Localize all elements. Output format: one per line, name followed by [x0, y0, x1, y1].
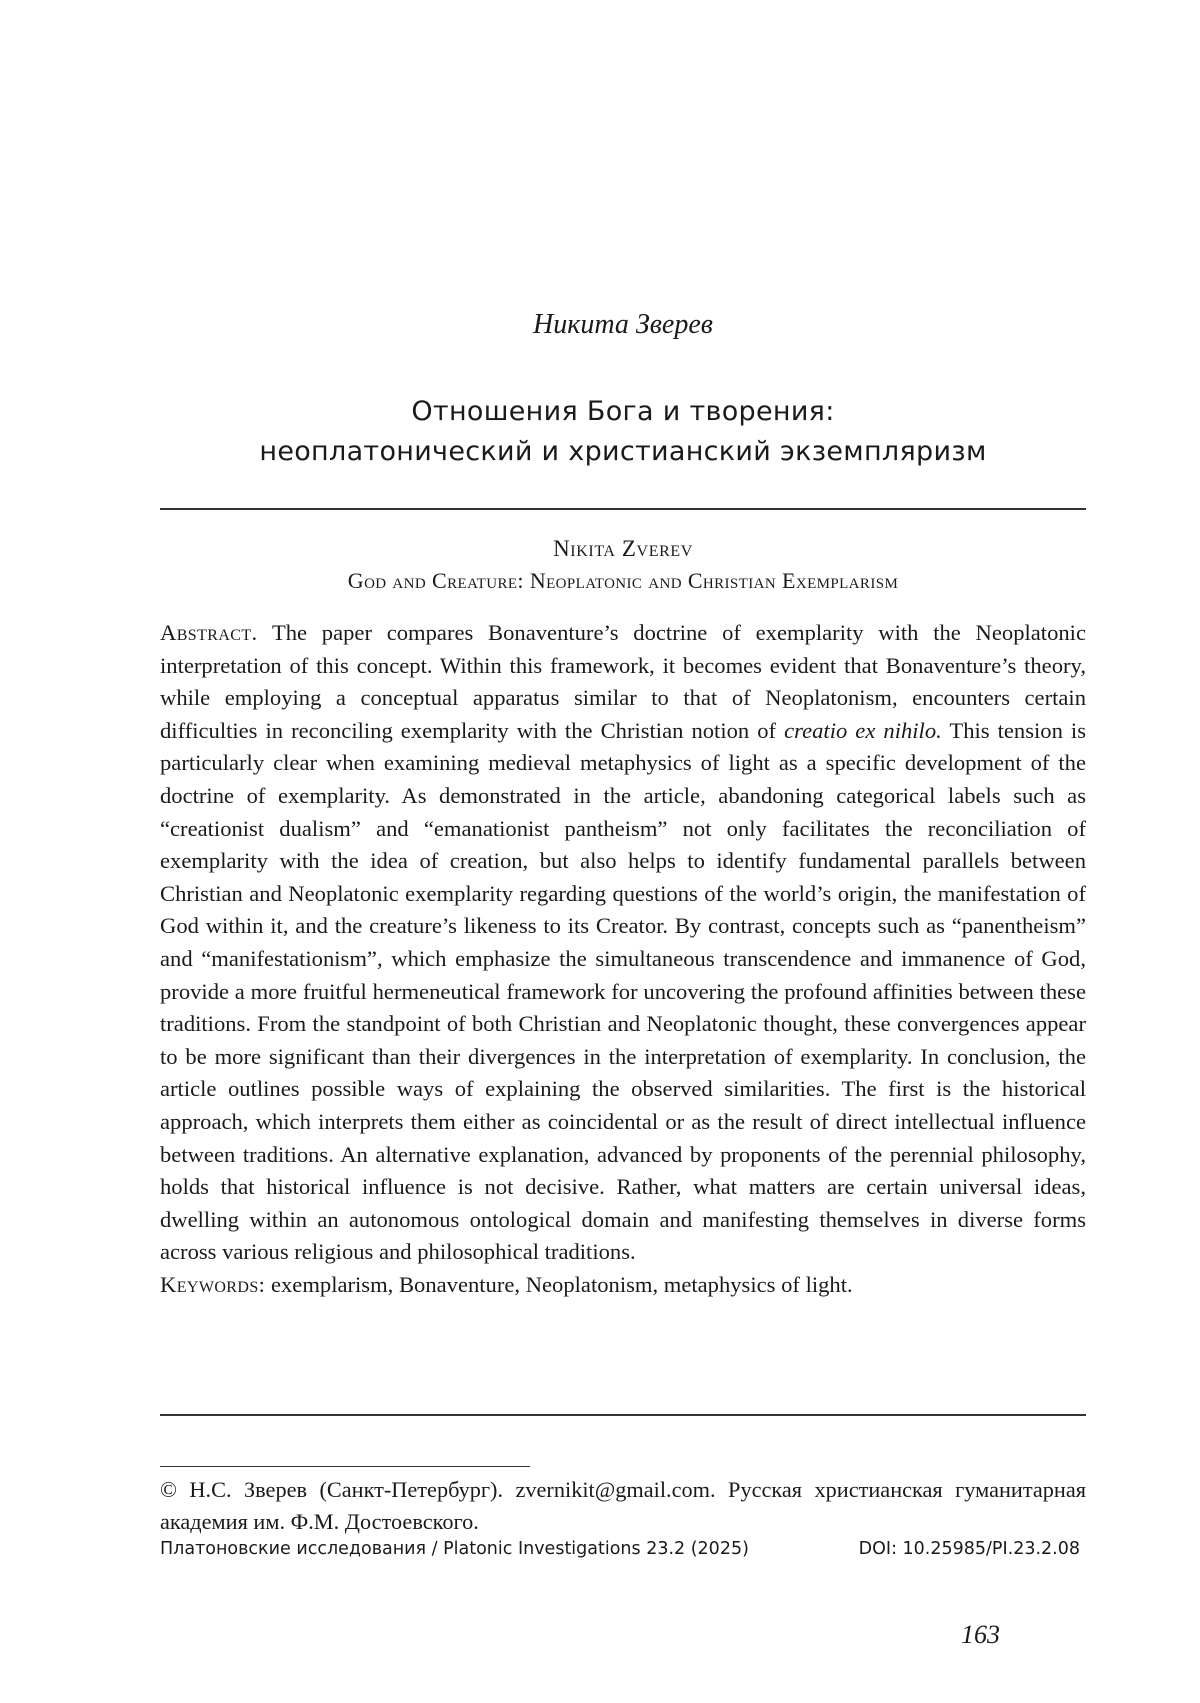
abstract-italic-phrase: creatio ex nihilo.: [784, 717, 942, 743]
author-name-en: Nikita Zverev: [553, 536, 693, 561]
footnote-divider: [160, 1466, 530, 1467]
article-title-ru: [160, 392, 1086, 472]
abstract-text-part2: This tension is particularly clear when examining medieval metaphysics of light as a specific development of the doctrine of exemplarity. As demonstrated in the article, abandoning categorical labels such as “creationist dualism” and “emanationist pantheism” not only facilitates the reconciliation of exemplarity with the idea of creation, but also helps to identify fundamental parallels between Christian and Neoplatonic exemplarity regarding questions of the world’s origin, the manifestation of God within it, and the creature’s likeness to its Creator. By contrast, concepts such as “panentheism” and “manifestationism”, which emphasize the simultaneous transcendence and immanence of God, provide a more fruitful hermeneutical framework for uncovering the profound affinities between these traditions. From the standpoint of both Christian and Neoplatonic thought, these convergences appear to be more significant than their divergences in the interpretation of exemplarity. In conclusion, the article outlines possible ways of explaining the observed similarities. The first is the historical approach, which interprets them either as coincidental or as the result of direct intellectual influence between traditions. An alternative explanation, advanced by proponents of the perennial philosophy, holds that historical influence is not decisive. Rather, what matters are certain universal ideas, dwelling within an autonomous ontological domain and manifesting themselves in diverse forms across various religious and philosophical traditions.: [160, 717, 1087, 1265]
abstract-text-part1: The paper compares Bonaventure’s doctrine of exemplarity with the Neoplatonic interpretation of this concept. Within this framework, it becomes evident that Bonaventure’s theory, while employing a conceptual apparatus similar to that of Neoplatonism, encounters certain difficulties in reconciling exemplarity with the Christian notion of: [160, 620, 1086, 743]
abstract-paragraph: [160, 617, 1086, 1269]
journal-info: [160, 1537, 1086, 1561]
article-title-ru-line2: неоплатонический и христианский экземпляризм: [259, 436, 987, 467]
bottom-divider: [160, 1414, 1086, 1416]
journal-doi: DOI: 10.25985/PI.23.2.08: [858, 1539, 1080, 1559]
abstract-label: Abstract.: [160, 620, 258, 645]
keywords-label: Keywords:: [160, 1271, 266, 1297]
top-divider: [160, 508, 1086, 510]
page-number: 163: [961, 1620, 1000, 1649]
article-title-ru-line1: Отношения Бога и творения:: [411, 396, 835, 427]
journal-name: Платоновские исследования / Platonic Investigations 23.2 (2025): [160, 1539, 749, 1559]
author-name-ru: Никита Зверев: [533, 309, 713, 340]
keywords-paragraph: [160, 1269, 1086, 1302]
abstract-section: [160, 617, 1086, 1301]
article-title-en: God and Creature: Neoplatonic and Christian Exemplarism: [347, 568, 899, 593]
footnote: © Н.С. Зверев (Санкт-Петербург). zvernikit@gmail.com. Русская христианская гуманитарная академия им. Ф.М. Достоевского.: [160, 1477, 1086, 1534]
keywords-text: exemplarism, Bonaventure, Neoplatonism, metaphysics of light.: [270, 1271, 853, 1297]
